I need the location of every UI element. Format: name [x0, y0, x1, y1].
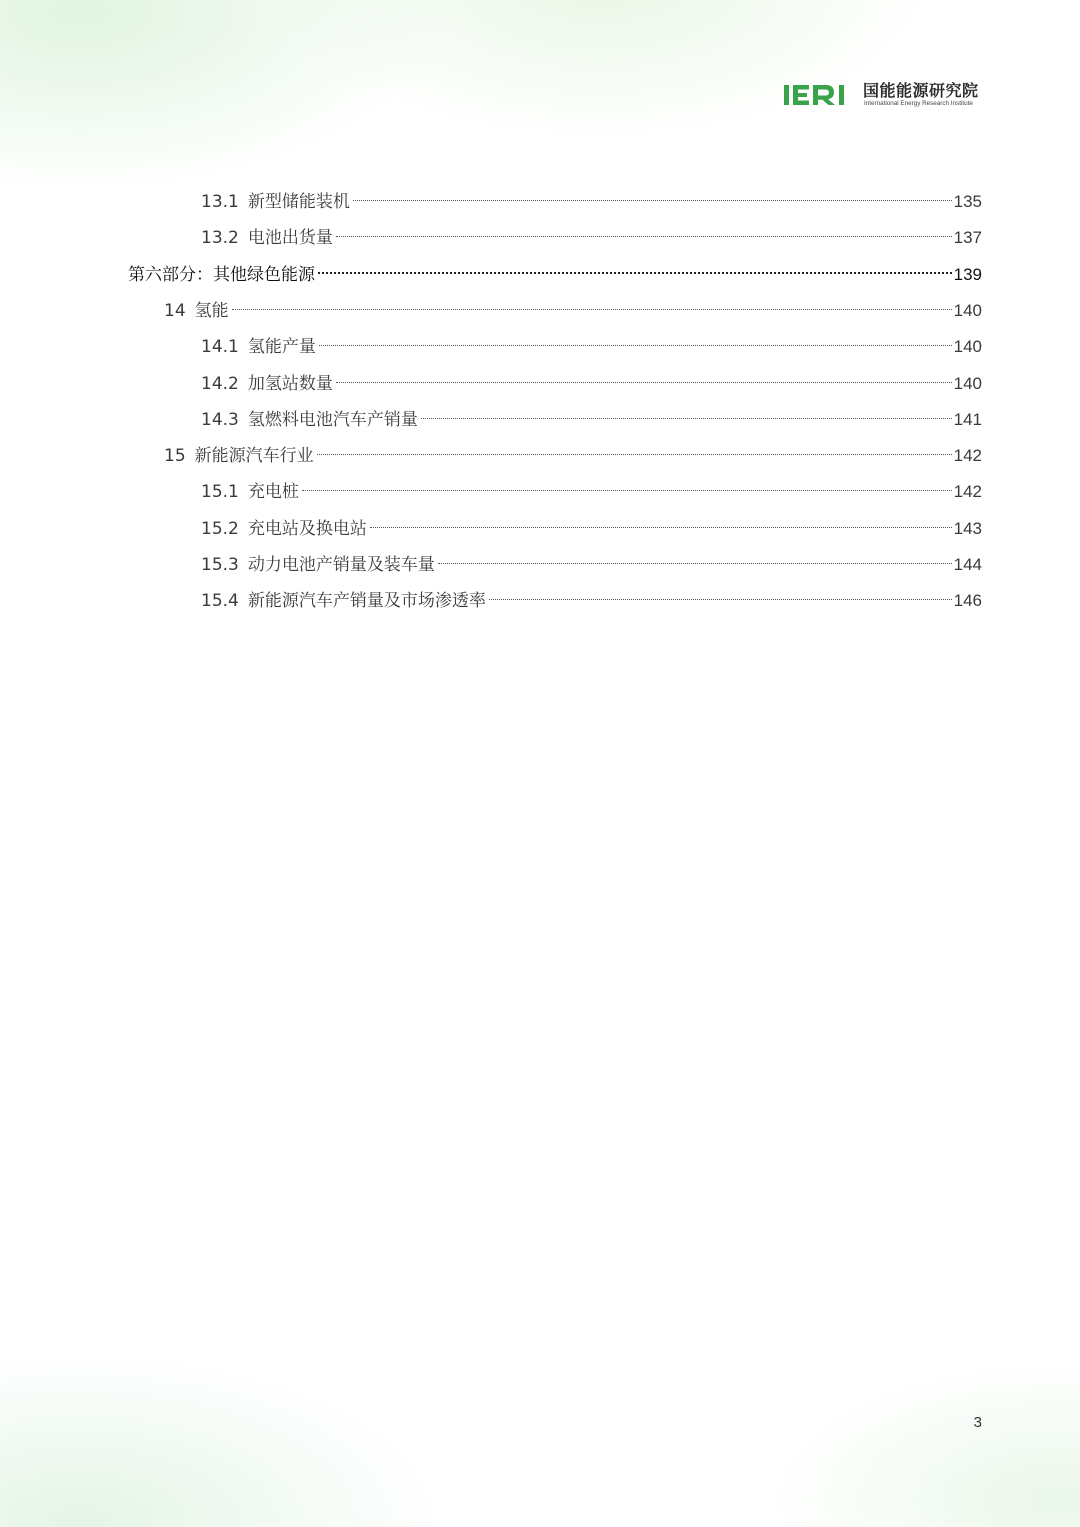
toc-entry-page: 141 [953, 409, 982, 429]
toc-entry[interactable] [201, 547, 982, 583]
toc-dot-leader [317, 454, 952, 455]
toc-dot-leader [336, 382, 952, 383]
toc-entry-page: 143 [953, 518, 982, 538]
toc-entry-page: 135 [953, 192, 982, 211]
toc-entry-title: 新型储能装机 [247, 192, 350, 212]
toc-entry[interactable] [201, 184, 982, 220]
logo-chinese-name: 国能能源研究院 [863, 81, 979, 100]
toc-entry-number: 15.4 [201, 591, 239, 612]
toc-entry[interactable] [164, 438, 982, 474]
toc-entry-title: 动力电池产销量及装车量 [247, 555, 435, 575]
toc-entry-number: 14 [164, 300, 186, 321]
toc-entry-title: 充电站及换电站 [247, 518, 367, 539]
toc-entry[interactable] [201, 220, 982, 256]
toc-dot-leader [302, 490, 952, 491]
ieri-logo-mark [783, 82, 863, 108]
toc-dot-leader [489, 599, 952, 600]
toc-entry[interactable] [164, 293, 982, 329]
toc-dot-leader [232, 309, 952, 310]
toc-entry-number: 第六部分： [128, 264, 213, 285]
toc-entry-title: 新能源汽车行业 [194, 446, 314, 467]
toc-dot-leader [353, 200, 952, 201]
toc-entry[interactable] [201, 329, 982, 365]
toc-entry-number: 15.1 [201, 482, 239, 503]
toc-entry-number: 15 [164, 446, 186, 467]
toc-entry-page: 140 [953, 373, 982, 393]
toc-dot-leader [319, 345, 952, 346]
toc-entry-page: 140 [953, 300, 982, 320]
toc-entry[interactable] [201, 474, 982, 510]
toc-dot-leader [370, 527, 952, 528]
toc-entry-title: 氢能 [194, 300, 229, 321]
toc-entry-number: 14.1 [201, 337, 239, 358]
toc-entry[interactable] [201, 366, 982, 402]
toc-entry[interactable] [201, 511, 982, 547]
svg-text:IERI: IERI [783, 82, 785, 83]
toc-entry-title: 氢能产量 [247, 337, 316, 358]
toc-entry-title: 其他绿色能源 [213, 264, 315, 285]
toc-dot-leader [438, 563, 952, 564]
toc-entry-number: 13.1 [201, 192, 239, 212]
toc-dot-leader [318, 272, 952, 274]
toc-entry-page: 140 [953, 337, 982, 357]
logo-english-name: International Energy Research Institute [864, 100, 973, 107]
toc-entry-page: 146 [953, 591, 982, 611]
toc-entry-page: 142 [953, 482, 982, 502]
toc-entry-page: 137 [953, 228, 982, 248]
toc-entry-number: 13.2 [201, 228, 239, 249]
toc-entry-title: 电池出货量 [247, 228, 333, 249]
toc-entry-title: 新能源汽车产销量及市场渗透率 [247, 591, 486, 612]
toc-entry[interactable] [201, 402, 982, 438]
toc-entry-page: 139 [953, 264, 982, 284]
toc-dot-leader [421, 418, 952, 419]
toc-entry-page: 142 [953, 446, 982, 466]
toc-entry[interactable] [201, 583, 982, 619]
toc-entry-title: 充电桩 [247, 482, 299, 503]
toc-entry-title: 加氢站数量 [247, 373, 333, 394]
toc-entry-number: 15.3 [201, 555, 239, 575]
toc-entry-number: 14.2 [201, 373, 239, 394]
toc-entry-number: 15.2 [201, 518, 239, 539]
toc-entry-number: 14.3 [201, 409, 239, 430]
page-number: 3 [973, 1414, 982, 1431]
toc-entry[interactable] [128, 257, 982, 293]
ieri-logo [783, 80, 983, 110]
toc-entry-title: 氢燃料电池汽车产销量 [247, 409, 418, 430]
toc-entry-page: 144 [953, 555, 982, 574]
toc-dot-leader [336, 236, 952, 237]
